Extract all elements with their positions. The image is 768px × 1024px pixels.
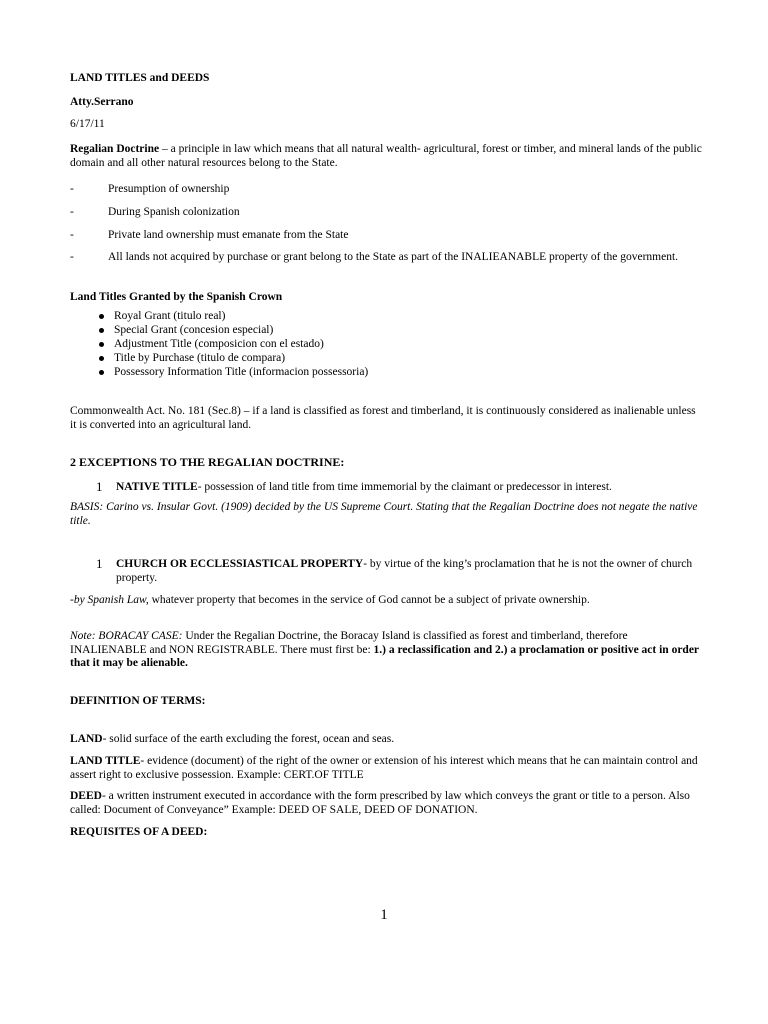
list-item-text: Special Grant (concesion especial) — [114, 323, 274, 336]
term-text: - a written instrument executed in accordance with the form prescribed by law which conveys the grant or title to a person. Also called: Document of Conveyance” Example: DEED OF SALE, DEED OF DONATION. — [70, 790, 690, 817]
boracay-note — [70, 630, 702, 671]
bullet-icon — [99, 314, 104, 319]
commonwealth-act: Commonwealth Act. No. 181 (Sec.8) – if a land is classified as forest and timberland, it is continuously considered as inalienable unless it is converted into an agricultural land. — [70, 404, 696, 431]
bullet-icon — [99, 328, 104, 333]
term-text: - evidence (document) of the right of the owner or extension of his interest which means that he can maintain control and assert right to exclusive possession. Example: CERT.OF TITLE — [70, 754, 698, 781]
list-item — [70, 337, 702, 351]
native-title-term: NATIVE TITLE — [116, 480, 198, 493]
bullet-icon — [99, 356, 104, 361]
page-number: 1 — [380, 907, 388, 923]
regalian-point-text: All lands not acquired by purchase or grant belong to the State as part of the INALIEANABLE property of the government. — [108, 251, 679, 264]
list-item-text: Title by Purchase (titulo de compara) — [114, 351, 286, 364]
dash-marker: - — [70, 228, 74, 241]
dash-marker: - — [70, 251, 74, 264]
spanish-titles-list — [70, 309, 702, 379]
list-item-text: Adjustment Title (composicion con el estado) — [114, 337, 324, 350]
number-marker: 1 — [96, 478, 103, 494]
church-property-term: CHURCH OR ECCLESSIASTICAL PROPERTY — [116, 558, 364, 571]
term-label: DEED — [70, 790, 102, 803]
church-property-text: - by virtue of the king’s proclamation that he is not the owner of church property. — [116, 558, 693, 585]
spanish-law-text: whatever property that becomes in the service of God cannot be a subject of private ownership. — [148, 593, 590, 606]
definition-deed — [70, 790, 702, 818]
bullet-icon — [99, 342, 104, 347]
dash-marker: - — [70, 182, 74, 195]
basis-note: BASIS: Carino vs. Insular Govt. (1909) decided by the US Supreme Court. Stating that the Regalian Doctrine does not negate the native title. — [70, 500, 698, 527]
term-label: LAND TITLE — [70, 754, 141, 767]
spanish-law-note — [70, 594, 702, 608]
exception-church-property — [70, 558, 702, 586]
definition-land — [70, 733, 702, 747]
spanish-law-label: -by Spanish Law, — [70, 593, 149, 606]
list-item-text: Royal Grant (titulo real) — [114, 309, 226, 322]
exceptions-heading: 2 EXCEPTIONS TO THE REGALIAN DOCTRINE: — [70, 454, 345, 469]
document-page — [70, 72, 702, 840]
regalian-point — [70, 183, 702, 197]
list-item — [70, 323, 702, 337]
term-text: - solid surface of the earth excluding the forest, ocean and seas. — [102, 732, 395, 745]
document-date: 6/17/11 — [70, 117, 105, 130]
list-item-text: Possessory Information Title (informacion possessoria) — [114, 365, 369, 378]
spanish-titles-heading: Land Titles Granted by the Spanish Crown — [70, 291, 283, 304]
term-label: LAND — [70, 732, 103, 745]
regalian-point-text: During Spanish colonization — [108, 205, 240, 218]
regalian-point — [70, 251, 702, 265]
exception-native-title — [70, 478, 702, 495]
definition-land-title — [70, 755, 702, 783]
number-marker: 1 — [96, 556, 103, 572]
list-item — [70, 351, 702, 365]
boracay-text: Under the Regalian Doctrine, the Boracay Island is classified as forest and timberland, therefore INALIENABLE and NON REGISTRABLE. There must first be: — [70, 629, 628, 656]
regalian-point-text: Private land ownership must emanate from the State — [108, 228, 349, 241]
document-author: Atty.Serrano — [70, 95, 134, 108]
regalian-term: Regalian Doctrine — [70, 143, 160, 156]
definitions-heading: DEFINITION OF TERMS: — [70, 695, 206, 708]
regalian-definition — [70, 143, 702, 171]
list-item — [70, 309, 702, 323]
bullet-icon — [99, 370, 104, 375]
boracay-requirements: 1.) a reclassification and 2.) a proclamation or positive act in order that it may be alienable. — [70, 643, 699, 670]
list-item — [70, 365, 702, 379]
regalian-text: – a principle in law which means that all natural wealth- agricultural, forest or timber, and mineral lands of the public domain and all other natural resources belong to the State. — [70, 143, 702, 170]
dash-marker: - — [70, 205, 74, 218]
boracay-label: Note: BORACAY CASE: — [70, 629, 183, 642]
regalian-point-text: Presumption of ownership — [108, 182, 230, 195]
requisites-heading: REQUISITES OF A DEED: — [70, 825, 208, 838]
native-title-text: - possession of land title from time immemorial by the claimant or predecessor in interest. — [197, 480, 612, 493]
document-title: LAND TITLES and DEEDS — [70, 72, 210, 84]
regalian-point — [70, 229, 702, 243]
regalian-point — [70, 206, 702, 220]
